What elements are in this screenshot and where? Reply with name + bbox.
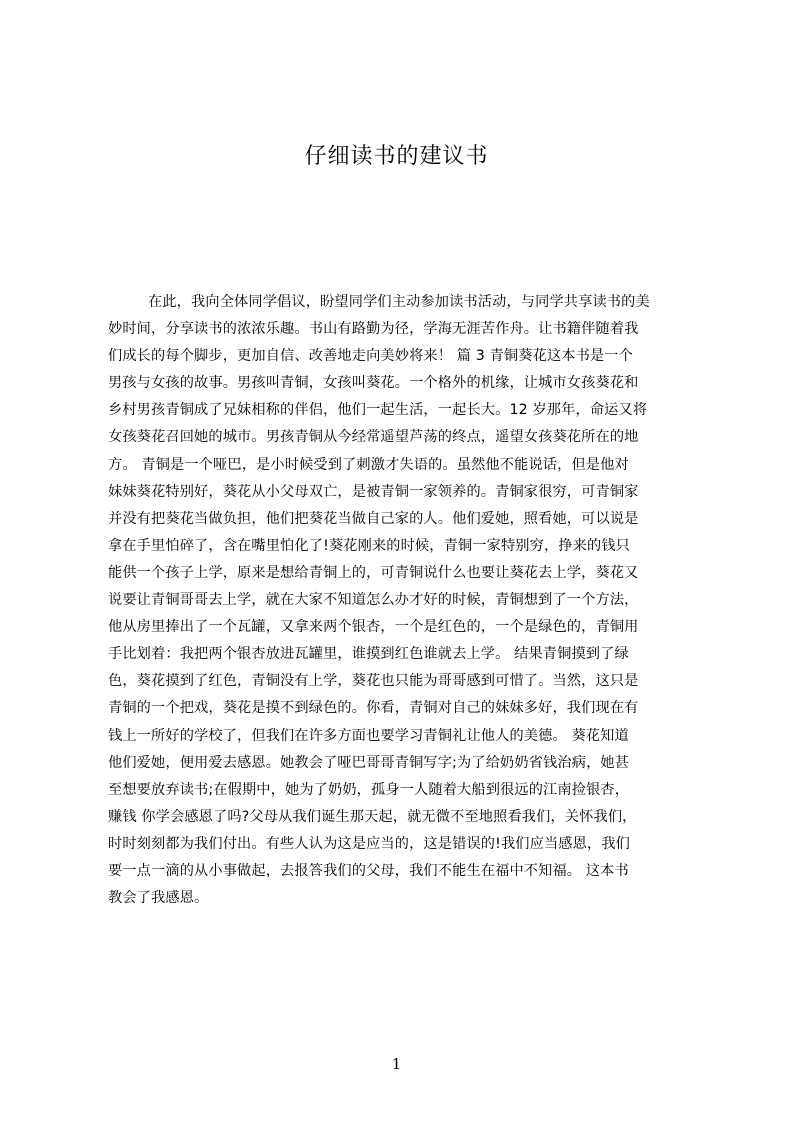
page-title: 仔细读书的建议书 bbox=[304, 144, 489, 169]
body-line: 们成长的每个脚步，更加自信、改善地走向美妙将来！ 篇 3 青铜葵花这本书是一个 bbox=[108, 348, 633, 365]
page-number: 1 bbox=[391, 1055, 402, 1073]
body-line: 要一点一滴的从小事做起，去报答我们的父母，我们不能生在福中不知福。 这本书 bbox=[108, 862, 629, 879]
body-line: 女孩葵花召回她的城市。男孩青铜从今经常遥望芦荡的终点，遥望女孩葵花所在的地 bbox=[108, 429, 639, 446]
body-line: 赚钱 你学会感恩了吗?父母从我们诞生那天起，就无微不至地照看我们，关怀我们， bbox=[108, 808, 637, 825]
body-line: 他从房里捧出了一个瓦罐，又拿来两个银杏，一个是红色的，一个是绿色的，青铜用 bbox=[108, 619, 639, 636]
body-line: 时时刻刻都为我们付出。有些人认为这是应当的，这是错误的!我们应当感恩，我们 bbox=[108, 835, 630, 852]
body-line: 方。 青铜是一个哑巴，是小时候受到了刺激才失语的。虽然他不能说话，但是他对 bbox=[108, 456, 629, 473]
body-line: 能供一个孩子上学，原来是想给青铜上的，可青铜说什么也要让葵花去上学，葵花又 bbox=[108, 564, 639, 581]
body-line: 手比划着：我把两个银杏放进瓦罐里，谁摸到红色谁就去上学。 结果青铜摸到了绿 bbox=[108, 646, 629, 663]
body-line: 男孩与女孩的故事。男孩叫青铜，女孩叫葵花。一个格外的机缘，让城市女孩葵花和 bbox=[108, 375, 639, 392]
body-line: 钱上一所好的学校了，但我们在许多方面也要学习青铜礼让他人的美德。 葵花知道 bbox=[108, 727, 629, 744]
body-line: 青铜的一个把戏，葵花是摸不到绿色的。你看，青铜对自己的妹妹多好，我们现在有 bbox=[108, 700, 639, 717]
body-line: 色，葵花摸到了红色，青铜没有上学，葵花也只能为哥哥感到可惜了。当然，这只是 bbox=[108, 673, 639, 690]
body-line: 教会了我感恩。 bbox=[108, 890, 209, 907]
body-line: 妹妹葵花特别好，葵花从小父母双亡，是被青铜一家领养的。青铜家很穷，可青铜家 bbox=[108, 483, 639, 500]
body-line: 妙时间，分享读书的浓浓乐趣。书山有路勤为径，学海无涯苦作舟。让书籍伴随着我 bbox=[108, 321, 639, 338]
body-line: 至想要放弃读书;在假期中，她为了奶奶，孤身一人随着大船到很远的江南捡银杏， bbox=[108, 781, 630, 798]
body-line: 乡村男孩青铜成了兄妹相称的伴侣，他们一起生活，一起长大。12 岁那年，命运又将 bbox=[108, 402, 648, 419]
body-line: 在此，我向全体同学倡议，盼望同学们主动参加读书活动，与同学共享读书的美 bbox=[148, 294, 650, 310]
body-text bbox=[108, 289, 698, 909]
body-line: 并没有把葵花当做负担，他们把葵花当做自己家的人。他们爱她，照看她，可以说是 bbox=[108, 510, 639, 527]
body-line: 拿在手里怕碎了，含在嘴里怕化了!葵花刚来的时候，青铜一家特别穷，挣来的钱只 bbox=[108, 537, 630, 554]
body-line: 说要让青铜哥哥去上学，就在大家不知道怎么办才好的时候，青铜想到了一个方法， bbox=[108, 592, 639, 609]
body-line: 他们爱她，便用爱去感恩。她教会了哑巴哥哥青铜写字;为了给奶奶省钱治病，她甚 bbox=[108, 754, 630, 771]
